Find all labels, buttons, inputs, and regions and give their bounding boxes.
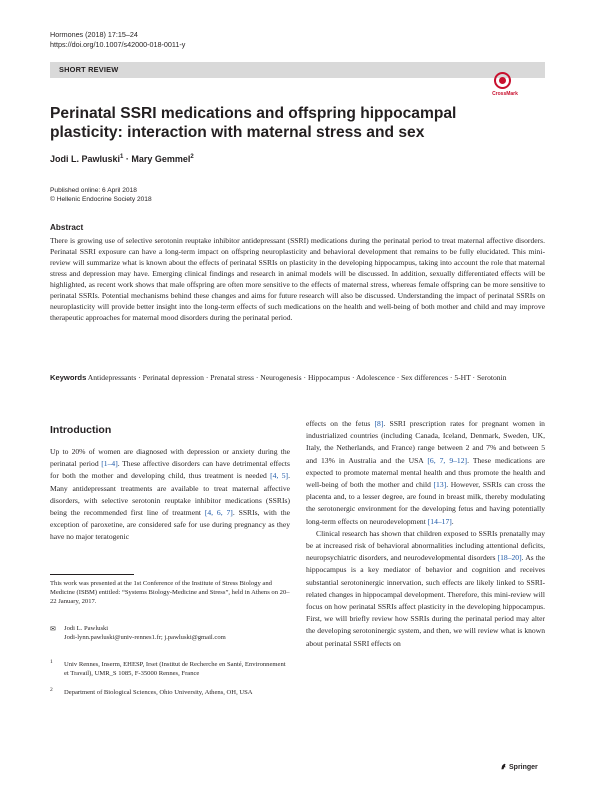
citation-link[interactable]: [18–20]: [497, 553, 522, 563]
publisher-logo: [500, 763, 538, 771]
springer-horse-icon: [500, 763, 507, 770]
doi-link[interactable]: https://doi.org/10.1007/s42000-018-0011-y: [50, 40, 186, 49]
citation-link[interactable]: [6, 7, 9–12]: [427, 455, 468, 465]
author-name[interactable]: Mary Gemmel: [131, 154, 191, 164]
contact-name: Jodi L. Pawluski: [64, 625, 109, 632]
section-banner: [50, 62, 545, 78]
journal-citation: Hormones (2018) 17:15–24: [50, 30, 138, 39]
author-separator: ·: [123, 154, 132, 164]
footnote-divider: [50, 574, 134, 575]
affiliation-text: Univ Rennes, Inserm, EHESP, Irset (Institut de Recherche en Santé, Environnement et Travail), UMR_S 1085, F-35000 Rennes, France: [64, 661, 286, 678]
affiliation-2: [50, 688, 290, 710]
copyright-line: © Hellenic Endocrine Society 2018: [50, 196, 152, 203]
conference-footnote: This work was presented at the 1st Conference of the Institute of Stress Biology and Medicine (ISBM) entitled: “Systems Biology-Medicine and Stress”, held in Athens on 20–22 January, 2017.: [50, 580, 290, 606]
body-column-left: [50, 446, 290, 544]
paragraph: [306, 418, 545, 528]
abstract-heading: Abstract: [50, 223, 84, 232]
citation-link[interactable]: [13]: [433, 480, 447, 490]
body-text: . These affective disorders can have detrimental effects for both the mother and developing child, thus treatment is needed: [50, 459, 290, 481]
crossmark-badge[interactable]: [487, 72, 547, 102]
publisher-name: Springer: [509, 764, 538, 771]
body-text: . However, SSRIs can cross the placenta and, to a lesser degree, are found in breast milk, thereby modulating the serotonergic environment for the developing fetus and having potentially long-term effects on neurodevelopment: [306, 480, 545, 526]
body-text: .: [451, 516, 454, 526]
publication-info: [50, 186, 152, 204]
keywords: [50, 372, 545, 383]
affiliation-text: Department of Biological Sciences, Ohio University, Athens, OH, USA: [64, 689, 253, 696]
section-label: SHORT REVIEW: [59, 65, 119, 74]
published-date: Published online: 6 April 2018: [50, 187, 137, 194]
envelope-icon: ✉: [50, 625, 56, 633]
citation-link[interactable]: [1–4]: [101, 459, 118, 469]
body-text: effects on the fetus: [306, 419, 375, 428]
body-text: Up to 20% of women are diagnosed with depression or anxiety during the perinatal period: [50, 447, 290, 469]
author-list: [50, 154, 194, 164]
affiliation-number: 1: [50, 659, 53, 665]
abstract-text: There is growing use of selective serotonin reuptake inhibitor antidepressant (SSRI) medications during the perinatal period to treat maternal affective disorders. Perinatal SSRI exposure can have a long-term impact on offspring neuroplasticity and behavioral development that remains to be fully elucidated. This mini-review will summarize what is known about the effects of perinatal SSRIs on plasticity in the developing hippocampus, taking into account the role that maternal stress and depression may have. Emerging clinical findings and research in animal models will be discussed. In addition, sexually differentiated effects will be highlighted, as recent work shows that male offspring are often more sensitive to the effects of maternal stress, whereas female offspring can be more sensitive to perinatal SSRIs. Potential mechanisms behind these changes and aims for future research will also be discussed. Understanding the impact of perinatal SSRIs on neuroplasticity will provide better insight into the long-term effects of such medications on the health and well-being of both mother and child and may improve therapeutic approaches for maternal mood disorders during the perinatal period.: [50, 236, 545, 322]
body-text: Clinical research has shown that children exposed to SSRIs prenatally may be at increased risk of behavioral abnormalities including attentional deficits, neuropsychiatric disorders, and neurodevelopmental disorders: [306, 528, 545, 563]
affiliation-1: [50, 660, 290, 682]
affiliation-marker: 2: [190, 154, 194, 160]
journal-header: [50, 30, 185, 50]
citation-link[interactable]: [14–17]: [427, 516, 452, 526]
keywords-label: Keywords: [50, 373, 87, 382]
article-title: Perinatal SSRI medications and offspring hippocampal plasticity: interaction with maternal stress and sex: [50, 105, 457, 141]
contact-email[interactable]: Jodi-lynn.pawluski@univ-rennes1.fr; j.pawluski@gmail.com: [64, 634, 226, 642]
citation-link[interactable]: [4, 6, 7]: [204, 508, 233, 518]
keywords-list: Antidepressants · Perinatal depression · Prenatal stress · Neurogenesis · Hippocampus · Adolescence · Sex differences · 5-HT · Serotonin: [87, 373, 507, 382]
body-text: . As the hippocampus is a key mediator of behavior and cognition and receives substantial serotoninergic innervation, such effects are likely linked to SSRI-related changes in hippocampal development. Therefore, this mini-review will focus on how perinatal SSRIs affect plasticity in the developing hippocampus. First, we will briefly review how SSRIs during the perinatal period may alter the developing serotoninergic system, and then, we will review what is known about perinatal SSRI effects on: [306, 553, 545, 648]
crossmark-label: CrossMark: [492, 91, 518, 97]
body-text: . SSRI prescription rates for pregnant women in industrialized countries (including Canada, Iceland, Denmark, Sweden, UK, Italy, the Netherlands, and France) range between 2 and 7% and between 5 and 13% in Australia and the USA: [306, 419, 545, 465]
crossmark-icon: [494, 72, 511, 89]
body-text: . Many antidepressant treatments are available to treat maternal affective disorders, with selective serotonin reuptake inhibitor medications (SSRIs) being the recommended first line of treatment: [50, 471, 290, 518]
body-text: . These medications are expected to promote maternal mental health and thus promote the health and well-being of both the mother and child: [306, 455, 545, 490]
paragraph: [50, 446, 290, 544]
citation-link[interactable]: [4, 5]: [270, 471, 289, 481]
body-text: . SSRIs, with the exception of paroxetine, are considered safe for use during pregnancy as they have no major teratogenic: [50, 508, 290, 542]
affiliation-marker: 1: [120, 154, 124, 160]
paragraph: [306, 528, 545, 650]
section-heading: Introduction: [50, 424, 112, 436]
body-column-right: [306, 418, 545, 650]
citation-link[interactable]: [8]: [374, 419, 384, 428]
author-name[interactable]: Jodi L. Pawluski: [50, 154, 121, 164]
affiliation-number: 2: [50, 687, 53, 693]
